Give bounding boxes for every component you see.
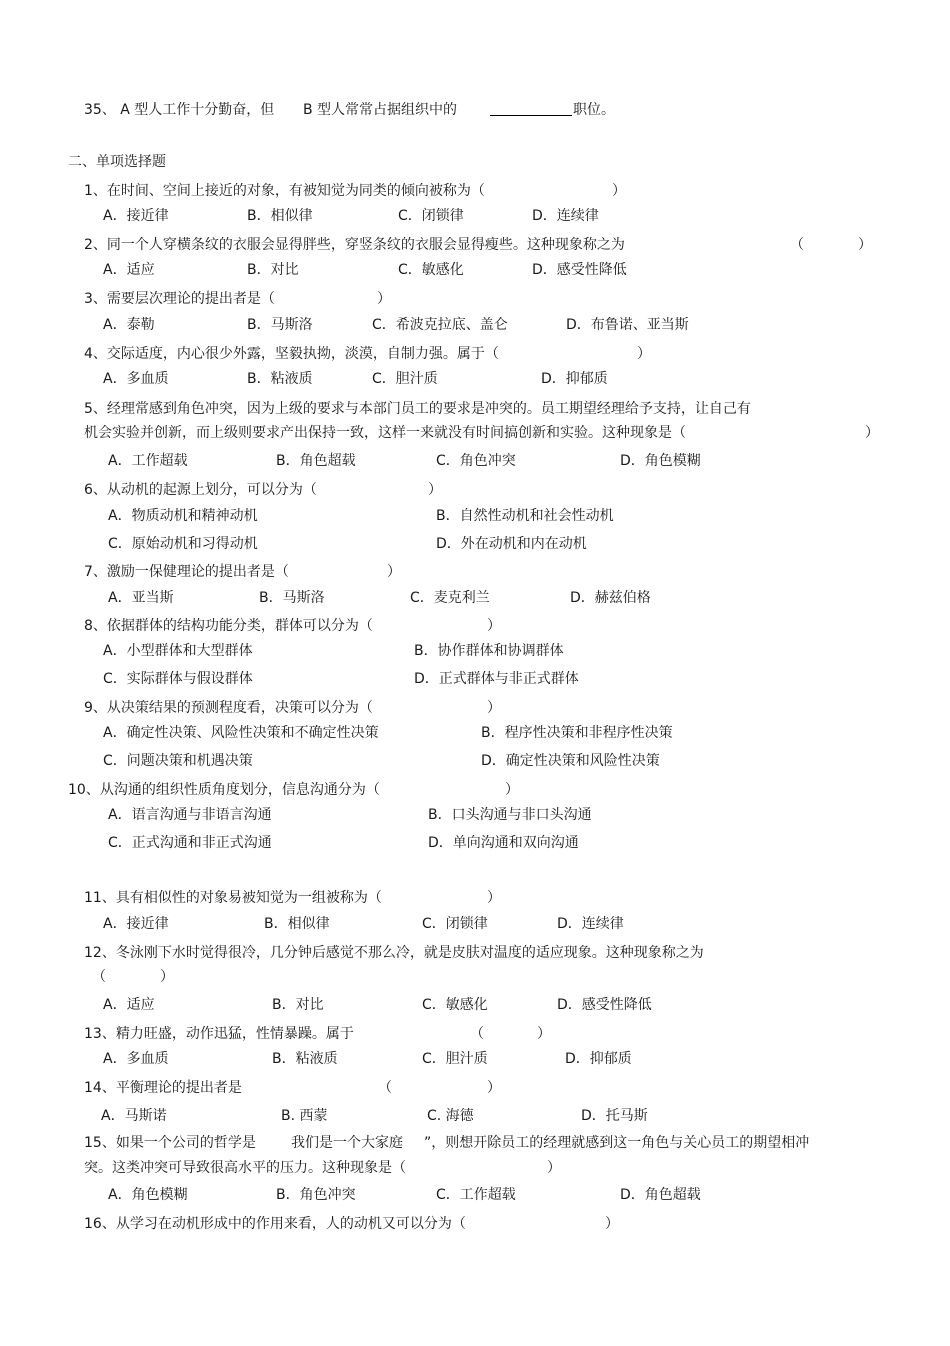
q1-option-c: C．闭锁律 [398,208,464,224]
q3-option-a: A．泰勒 [103,317,155,333]
q16-close: ） [605,1216,619,1232]
q15-stem: 15、如果一个公司的哲学是 [84,1135,256,1151]
q15-stem-rest: ”，则想开除员工的经理就感到这一角色与关心员工的期望相冲 [424,1135,810,1151]
q15-stem-quote: 我们是一个大家庭 [291,1135,403,1151]
q7-stem: 7、激励一保健理论的提出者是（ [84,564,289,580]
q11-option-d: D．连续律 [557,916,624,932]
q6-option-c: C．原始动机和习得动机 [108,536,258,552]
q7-option-a: A．亚当斯 [108,590,174,606]
q8-option-b: B．协作群体和协调群体 [414,643,564,659]
q14-option-c: C. 海德 [427,1108,474,1124]
q1-option-d: D．连续律 [532,208,599,224]
q2-option-a: A．适应 [103,262,155,278]
q5-option-b: B．角色超载 [276,453,356,469]
q5-stem-cont: 机会实验并创新，而上级则要求产出保持一致，这样一来就没有时间搞创新和实验。这种现象是（ [84,425,686,441]
q6-close: ） [428,482,442,498]
q4-option-c: C．胆汁质 [372,371,438,387]
q7-close: ） [387,564,401,580]
q9-option-d: D．确定性决策和风险性决策 [481,753,660,769]
q8-stem: 8、依据群体的结构功能分类，群体可以分为（ [84,618,373,634]
q2-close: ） [858,237,872,253]
q3-close: ） [377,291,391,307]
q13-option-c: C．胆汁质 [422,1051,488,1067]
q11-option-c: C．闭锁律 [422,916,488,932]
q15-option-c: C．工作超载 [436,1187,516,1203]
q1-stem: 1、在时间、空间上接近的对象，有被知觉为同类的倾向被称为（ [84,183,485,199]
q9-close: ） [487,700,501,716]
q2-open: （ [790,237,804,253]
q1-option-a: A．接近律 [103,208,169,224]
q10-option-c: C．正式沟通和非正式沟通 [108,835,272,851]
section-title: 二、单项选择题 [68,154,166,170]
q1-option-b: B．相似律 [247,208,313,224]
q5-stem: 5、经理常感到角色冲突，因为上级的要求与本部门员工的要求是冲突的。员工期望经理给予支持，让自己有 [84,401,751,417]
q8-option-c: C．实际群体与假设群体 [103,671,253,687]
q4-close: ） [637,346,651,362]
q12-option-d: D．感受性降低 [557,997,652,1013]
q8-close: ） [487,618,501,634]
q14-option-b: B. 西蒙 [281,1108,328,1124]
q6-option-b: B．自然性动机和社会性动机 [436,508,614,524]
q35-text-a: 35、 A 型人工作十分勤奋，但 [84,102,275,118]
q6-option-d: D．外在动机和内在动机 [436,536,587,552]
q4-option-d: D．抑郁质 [541,371,608,387]
q14-stem: 14、平衡理论的提出者是 [84,1080,242,1096]
q13-option-b: B．粘液质 [272,1051,338,1067]
q4-stem: 4、交际适度，内心很少外露，坚毅执拗，淡漠，自制力强。属于（ [84,346,499,362]
q2-option-c: C．敏感化 [398,262,464,278]
q10-close: ） [505,782,519,798]
q7-option-b: B．马斯洛 [259,590,325,606]
q4-option-a: A．多血质 [103,371,169,387]
q14-open: （ [378,1080,392,1096]
q16-stem: 16、从学习在动机形成中的作用来看，人的动机又可以分为（ [84,1216,466,1232]
q2-option-d: D．感受性降低 [532,262,627,278]
q13-option-d: D．抑郁质 [565,1051,632,1067]
q2-option-b: B．对比 [247,262,299,278]
q6-stem: 6、从动机的起源上划分，可以分为（ [84,482,317,498]
q12-option-c: C．敏感化 [422,997,488,1013]
q12-option-a: A．适应 [103,997,155,1013]
q15-option-a: A．角色模糊 [108,1187,188,1203]
q9-option-b: B．程序性决策和非程序性决策 [481,725,673,741]
q13-close: ） [537,1026,551,1042]
q35-text-b: B 型人常常占据组织中的 [303,102,458,118]
q12-close: ） [160,969,174,985]
q1-close: ） [612,183,626,199]
q13-open: （ [470,1026,484,1042]
q10-option-b: B．口头沟通与非口头沟通 [428,807,592,823]
q14-option-a: A．马斯诺 [101,1108,167,1124]
q9-option-a: A．确定性决策、风险性决策和不确定性决策 [103,725,379,741]
q35-text-c: 职位。 [573,102,615,118]
q15-close: ） [547,1160,561,1176]
q14-close: ） [487,1080,501,1096]
q8-option-a: A．小型群体和大型群体 [103,643,253,659]
q10-option-d: D．单向沟通和双向沟通 [428,835,579,851]
q3-option-c: C．希波克拉底、盖仑 [372,317,508,333]
q14-option-d: D．托马斯 [581,1108,648,1124]
q12-open: （ [92,969,106,985]
q11-stem: 11、具有相似性的对象易被知觉为一组被称为（ [84,890,382,906]
q12-stem: 12、冬泳刚下水时觉得很冷，几分钟后感觉不那么冷，就是皮肤对温度的适应现象。这种现象称之为 [84,945,704,961]
q2-stem: 2、同一个人穿横条纹的衣服会显得胖些，穿竖条纹的衣服会显得瘦些。这种现象称之为 [84,237,625,253]
q35-line [84,101,274,119]
q13-option-a: A．多血质 [103,1051,169,1067]
q9-stem: 9、从决策结果的预测程度看，决策可以分为（ [84,700,373,716]
q15-stem-cont: 突。这类冲突可导致很高水平的压力。这种现象是（ [84,1160,406,1176]
q5-option-a: A．工作超载 [108,453,188,469]
q5-option-c: C．角色冲突 [436,453,516,469]
q8-option-d: D．正式群体与非正式群体 [414,671,579,687]
q35-blank [490,101,572,119]
q5-option-d: D．角色模糊 [620,453,701,469]
q10-stem: 10、从沟通的组织性质角度划分，信息沟通分为（ [68,782,380,798]
q12-option-b: B．对比 [272,997,324,1013]
q13-stem: 13、精力旺盛，动作迅猛，性情暴躁。属于 [84,1026,354,1042]
q6-option-a: A．物质动机和精神动机 [108,508,258,524]
q3-option-b: B．马斯洛 [247,317,313,333]
q5-close: ） [865,425,879,441]
q9-option-c: C．问题决策和机遇决策 [103,753,253,769]
q15-option-d: D．角色超载 [620,1187,701,1203]
q3-stem: 3、需要层次理论的提出者是（ [84,291,275,307]
q7-option-d: D．赫兹伯格 [570,590,651,606]
q10-option-a: A．语言沟通与非语言沟通 [108,807,272,823]
q11-option-b: B．相似律 [264,916,330,932]
q11-close: ） [487,890,501,906]
q3-option-d: D．布鲁诺、亚当斯 [566,317,689,333]
q7-option-c: C．麦克利兰 [410,590,490,606]
q11-option-a: A．接近律 [103,916,169,932]
q4-option-b: B．粘液质 [247,371,313,387]
q15-option-b: B．角色冲突 [276,1187,356,1203]
